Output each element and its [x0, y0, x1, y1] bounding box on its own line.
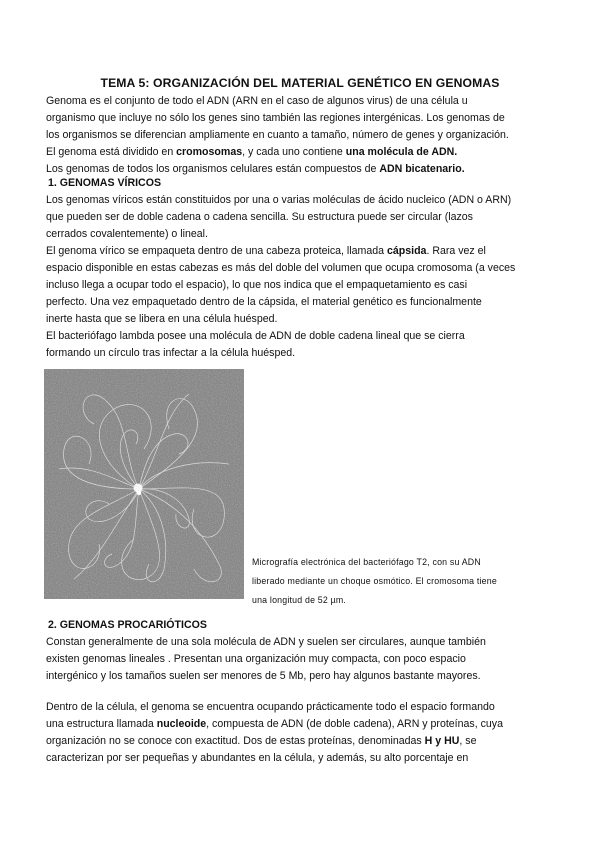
- text-run: , se: [459, 735, 477, 747]
- text-line: formando un círculo tras infectar a la célula huésped.: [46, 347, 296, 359]
- figure-caption: [252, 553, 552, 610]
- text-line: Los genomas víricos están constituidos por una o varias moléculas de ácido nucleico (ADN o ARN): [46, 194, 512, 206]
- section-heading-viricos: 1. GENOMAS VÍRICOS: [48, 177, 162, 189]
- procarioticos-paragraph-1: [46, 634, 556, 685]
- bold-term-h-hu: H y HU: [424, 735, 460, 747]
- text-line: [46, 243, 556, 260]
- text-line: existen genomas lineales . Presentan una organización muy compacta, con poco espacio: [46, 653, 466, 665]
- page-title: TEMA 5: ORGANIZACIÓN DEL MATERIAL GENÉTICO EN GENOMAS: [100, 76, 500, 90]
- micrograph-image: [44, 369, 244, 599]
- caption-line: una longitud de 52 µm.: [252, 595, 347, 605]
- bold-term-nucleoide: nucleoide: [156, 718, 207, 730]
- text-line: que pueden ser de doble cadena o cadena sencilla. Su estructura puede ser circular (lazos: [46, 211, 473, 223]
- text-line: organismo que incluye no sólo los genes sino también las regiones intergénicas. Los genomas de: [46, 112, 505, 124]
- text-line: espacio disponible en estas cabezas es más del doble del volumen que ocupa cromosoma (a veces: [46, 262, 516, 274]
- caption-line: liberado mediante un choque osmótico. El cromosoma tiene: [252, 576, 497, 586]
- text-line: [46, 733, 556, 750]
- procarioticos-paragraph-2: [46, 699, 556, 767]
- text-line: [46, 144, 556, 161]
- section-heading-procarioticos: 2. GENOMAS PROCARIÓTICOS: [48, 619, 207, 631]
- text-run: una estructura llamada: [46, 718, 157, 730]
- bacteriophage-micrograph: [44, 369, 244, 599]
- text-line: cerrados covalentemente) o lineal.: [46, 228, 208, 240]
- text-run: El genoma vírico se empaqueta dentro de una cabeza proteica, llamada: [46, 245, 387, 257]
- text-line: perfecto. Una vez empaquetado dentro de la cápsida, el material genético es funcionalmente: [46, 296, 482, 308]
- viricos-paragraph-2: [46, 243, 556, 328]
- bold-term-adn-bicatenario: ADN bicatenario.: [379, 163, 465, 175]
- text-run: , y cada uno contiene: [242, 146, 346, 158]
- text-line: [46, 716, 556, 733]
- text-line: intergénico y los tamaños suelen ser menores de 5 Mb, pero hay algunos bastante mayores.: [46, 670, 481, 682]
- viricos-paragraph-3: [46, 328, 556, 362]
- text-line: Dentro de la célula, el genoma se encuentra ocupando prácticamente todo el espacio formando: [46, 701, 495, 713]
- viricos-paragraph-1: [46, 192, 556, 243]
- intro-paragraph: [46, 93, 556, 178]
- text-run: Los genomas de todos los organismos celulares están compuestos de: [46, 163, 380, 175]
- text-line: incluso llega a ocupar todo el espacio), lo que nos indica que el empaquetamiento es casi: [46, 279, 468, 291]
- text-line: Genoma es el conjunto de todo el ADN (ARN en el caso de algunos virus) de una célula u: [46, 95, 468, 107]
- text-run: organización no se conoce con exactitud. Dos de estas proteínas, denominadas: [46, 735, 425, 747]
- caption-line: Micrografía electrónica del bacteriófago T2, con su ADN: [252, 557, 481, 567]
- bold-term-cromosomas: cromosomas: [176, 146, 243, 158]
- text-run: . Rara vez el: [426, 245, 486, 257]
- text-line: inerte hasta que se libera en una célula huésped.: [46, 313, 278, 325]
- text-run: El genoma está dividido en: [46, 146, 177, 158]
- text-line: El bacteriófago lambda posee una molécula de ADN de doble cadena lineal que se cierra: [46, 330, 465, 342]
- text-line: caracterizan por ser pequeñas y abundantes en la célula, y además, su alto porcentaje en: [46, 752, 469, 764]
- bold-term-capsida: cápsida: [386, 245, 427, 257]
- text-run: , compuesta de ADN (de doble cadena), ARN y proteínas, cuya: [206, 718, 503, 730]
- bold-term-molecula-adn: una molécula de ADN.: [345, 146, 458, 158]
- text-line: los organismos se diferencian ampliamente en cuanto a tamaño, número de genes y organización.: [46, 129, 509, 141]
- text-line: Constan generalmente de una sola molécula de ADN y suelen ser circulares, aunque también: [46, 636, 486, 648]
